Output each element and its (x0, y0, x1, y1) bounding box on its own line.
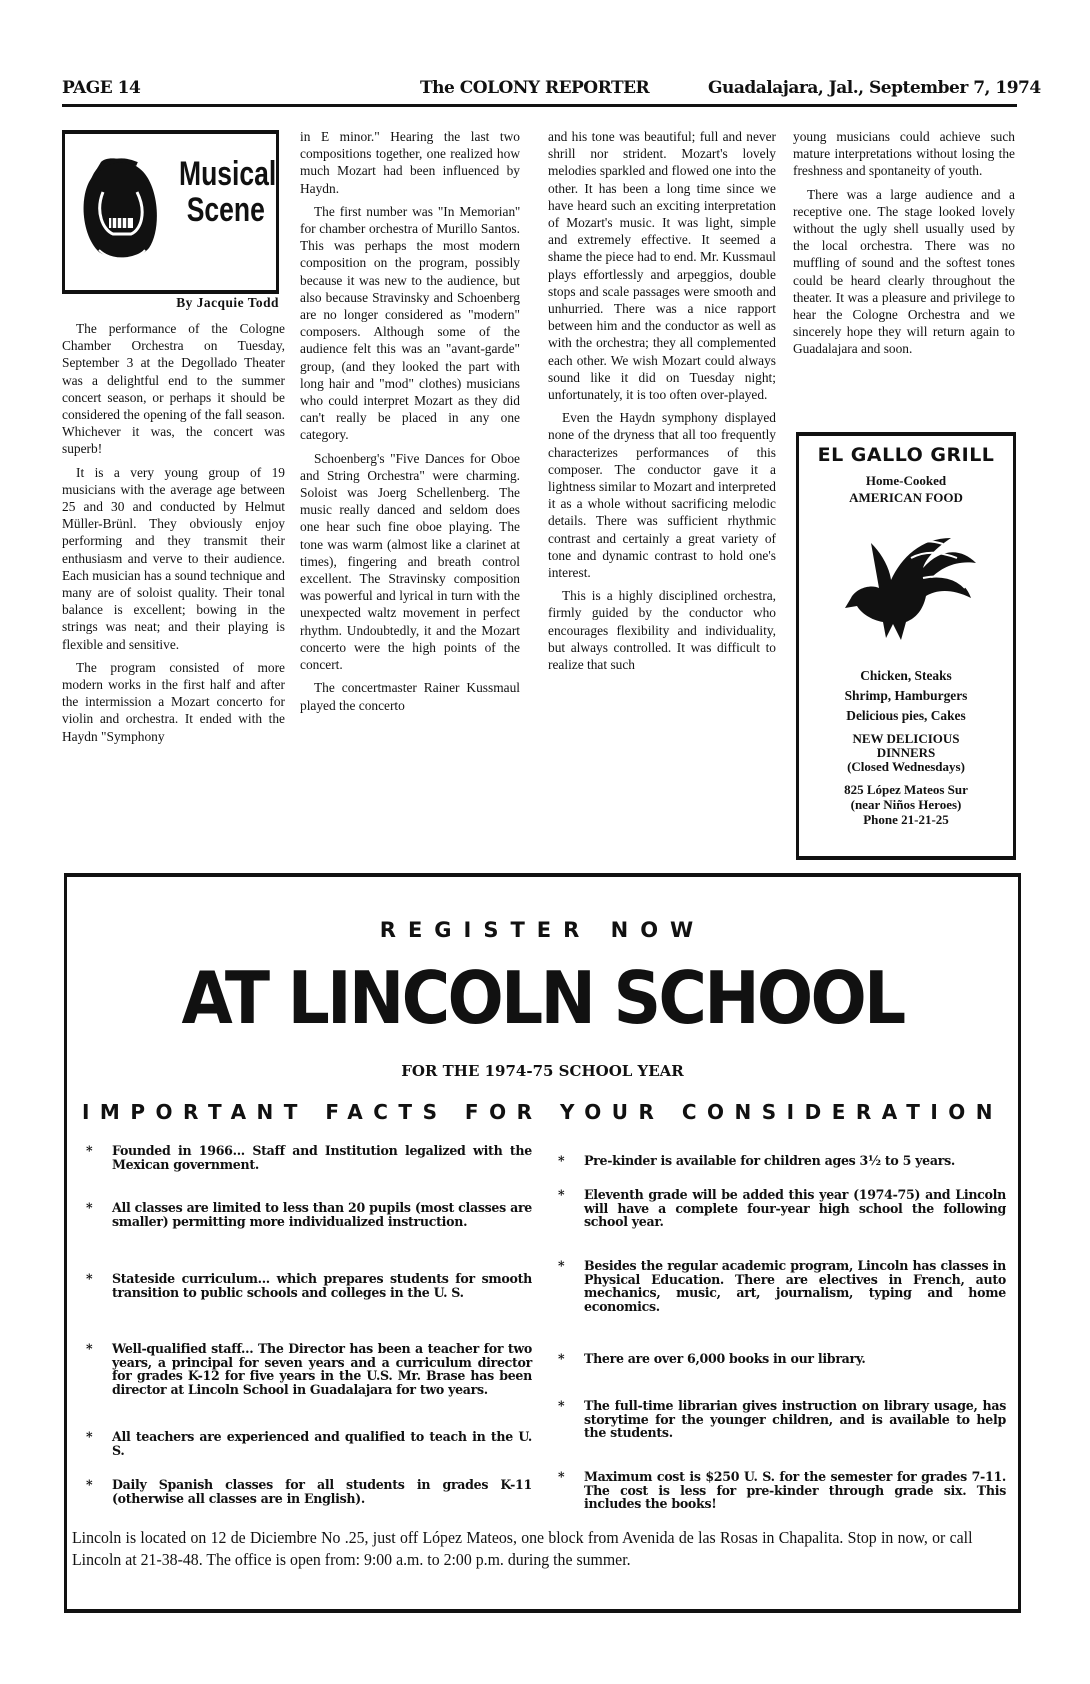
paragraph: It is a very young group of 19 musicians with the average age between 25 and 30 and conducted by Helmut Müller-Brünl. They obviously enjoy performing and they transmit their enthusiasm and verve to their audience. Each musician has a sound technique and many are of soloist quality. Their tonal balance is excellent; bowing in the strings was neat; and their playing is flexible and sensitive. (62, 464, 285, 652)
asterisk-bullet-icon: * (86, 1477, 93, 1492)
ad-subhead: FOR THE 1974-75 SCHOOL YEAR (401, 1062, 684, 1080)
asterisk-bullet-icon: * (86, 1429, 93, 1444)
fact-item: * All classes are limited to less than 20 pupils (most classes are smaller) permitting more individualized instruction. (86, 1200, 532, 1229)
paragraph: This is a highly disciplined orchestra, firmly guided by the conductor who encourages flexibility and individuality, but always controlled. It was difficult to realize that such (548, 588, 776, 673)
fact-item: * Daily Spanish classes for all students in grades K-11 (otherwise all classes are in English). (86, 1477, 532, 1506)
rooster-icon (831, 518, 981, 648)
menu-line: Chicken, Steaks (860, 668, 952, 683)
asterisk-bullet-icon: * (86, 1271, 93, 1286)
fact-item: * Founded in 1966... Staff and Institution legalized with the Mexican government. (86, 1143, 532, 1172)
asterisk-bullet-icon: * (86, 1143, 93, 1158)
dateline: Guadalajara, Jal., September 7, 1974 (708, 78, 1041, 98)
column-logo-box (62, 130, 279, 294)
byline: By Jacquie Todd (176, 295, 279, 310)
fact-item: * Pre-kinder is available for children ages 3½ to 5 years. (558, 1153, 955, 1168)
el-gallo-grill-ad (796, 432, 1016, 860)
header-rule (62, 104, 1017, 107)
ad-kicker: REGISTER NOW (379, 918, 706, 942)
ad-line: DINNERS (876, 745, 936, 760)
lyre-icon (79, 152, 161, 264)
fact-item: * All teachers are experienced and qualified to teach in the U. S. (86, 1429, 532, 1458)
article-column-1 (62, 320, 285, 751)
asterisk-bullet-icon: * (558, 1351, 565, 1366)
asterisk-bullet-icon: * (558, 1398, 565, 1413)
paragraph: The first number was "In Memorian'' for chamber orchestra of Murillo Santos. This was perhaps the most modern composition on the program, possibly because it was new to the audience, but also because Stravinsky and Schoenberg are no longer considered as "modern" composers. Although some of the audience felt this was an "avant-garde" group, (and they looked the part with long hair and "mod" clothes) musicians who could interpret Mozart as they did can't really be placed in any one category. (300, 203, 520, 443)
asterisk-bullet-icon: * (86, 1341, 93, 1356)
fact-item: * Well-qualified staff... The Director has been a teacher for two years, a principal for seven years and a curriculum director for grades K-12 for five years in the U.S. Mr. Brase has been director at Lincoln School in Guadalajara for two years. (86, 1341, 532, 1397)
restaurant-address: 825 López Mateos Sur (844, 782, 968, 797)
asterisk-bullet-icon: * (558, 1469, 565, 1484)
paragraph: There was a large audience and a receptive one. The stage looked lovely without the ugly shell usually used by the local orchestra. There was no muffling of sound and the softest tones could be heard clearly throughout the theater. It was a pleasure and privilege to hear the Cologne Orchestra and we sincerely hope they will return again to Guadalajara and soon. (793, 186, 1015, 357)
ad-footer-text: Lincoln is located on 12 de Diciembre No .25, just off López Mateos, one block from Avenida de las Rosas in Chapalita. Stop in now, or call Lincoln at 21-38-48. The office is open from: 9:00 a.m. to 2:00 p.m. during the summer. (72, 1528, 973, 1569)
fact-item: * Eleventh grade will be added this year (1974-75) and Lincoln will have a complete four-year high school the following school year. (558, 1187, 1006, 1229)
facts-heading: IMPORTANT FACTS FOR YOUR CONSIDERATION (81, 1100, 1004, 1124)
ad-line: (Closed Wednesdays) (847, 759, 965, 774)
paragraph: and his tone was beautiful; full and never shrill nor strident. Mozart's lovely melodies sparkled and flowed one into the other. It has been a long time since we have heard such an exciting interpretation of Mozart's music. It was light, simple and extremely effective. It seemed a shame the piece had to end. Mr. Kussmaul plays effortlessly and arpeggios, double stops and scale passages were smooth and unhurried. There was a nice rapport between him and the conductor as well as with the orchestra; they all complemented each other. We wish Mozart could always sound like it did on Tuesday night; unfortunately, it is too often over-played. (548, 129, 776, 403)
paragraph: Even the Haydn symphony displayed none of the dryness that all too frequently characterizes performances of this composer. The conductor gave it a lightness similar to Mozart and interpreted it as a whole without sacrificing melodic details. There was sufficient rhythmic contrast and certainly a great variety of tone and dynamic contrast to hold one's interest. (548, 410, 776, 581)
ad-line: NEW DELICIOUS (852, 731, 960, 746)
paragraph: Schoenberg's "Five Dances for Oboe and String Orchestra" were charming. Soloist was Joerg Schellenberg. The music really danced and seldom does one hear such fine oboe playing. The tone was warm (almost like a clarinet at times), fingering and breath control excellent. The Stravinsky composition was powerful and lyrical in turn with the unexpected waltz movement in perfect rhythm. Undoubtedly, it and the Mozart concerto were the high points of the concert. (300, 450, 520, 673)
fact-item: * Stateside curriculum... which prepares students for smooth transition to public schools and colleges in the U. S. (86, 1271, 532, 1300)
menu-line: Shrimp, Hamburgers (844, 688, 968, 703)
asterisk-bullet-icon: * (558, 1258, 565, 1273)
column-logo-title: Musical Scene (179, 155, 277, 229)
article-column-2 (300, 128, 520, 720)
fact-item: * Maximum cost is $250 U. S. for the semester for grades 7-11. The cost is less for pre-kinder through grade six. This includes the books! (558, 1469, 1006, 1511)
restaurant-landmark: (near Niños Heroes) (850, 797, 962, 812)
fact-item: * There are over 6,000 books in our library. (558, 1351, 866, 1366)
article-column-4 (793, 128, 1015, 364)
fact-item: * Besides the regular academic program, Lincoln has classes in Physical Education. There are electives in French, auto mechanics, music, art, journalism, typing and home economics. (558, 1258, 1006, 1314)
ad-tagline: AMERICAN FOOD (849, 490, 963, 505)
restaurant-phone: Phone 21-21-25 (863, 812, 949, 827)
asterisk-bullet-icon: * (558, 1187, 565, 1202)
asterisk-bullet-icon: * (558, 1153, 565, 1168)
asterisk-bullet-icon: * (86, 1200, 93, 1215)
paragraph: The performance of the Cologne Chamber Orchestra on Tuesday, September 3 at the Degollado Theater was a delightful end to the summer concert season, or perhaps it should be considered the opening of the fall season. Whichever it was, the concert was superb! (62, 321, 285, 457)
fact-item: * The full-time librarian gives instruction on library usage, has storytime for the younger children, and is available to help the students. (558, 1398, 1006, 1440)
paragraph: The concertmaster Rainer Kussmaul played the concerto (300, 680, 520, 713)
ad-tagline: Home-Cooked (865, 473, 947, 488)
menu-line: Delicious pies, Cakes (846, 708, 966, 723)
page-number: PAGE 14 (62, 78, 141, 98)
article-column-3 (548, 128, 776, 679)
newspaper-name: The COLONY REPORTER (420, 78, 650, 98)
paragraph: in E minor." Hearing the last two compositions together, one realized how much Mozart had been influenced by Haydn. (300, 129, 520, 196)
restaurant-name: EL GALLO GRILL (817, 444, 995, 466)
paragraph: The program consisted of more modern works in the first half and after the intermission a Mozart concerto for violin and orchestra. It ended with the Haydn "Symphony (62, 659, 285, 744)
paragraph: young musicians could achieve such mature interpretations without losing the freshness and spontaneity of youth. (793, 129, 1015, 179)
ad-headline: AT LINCOLN SCHOOL (181, 956, 904, 1040)
